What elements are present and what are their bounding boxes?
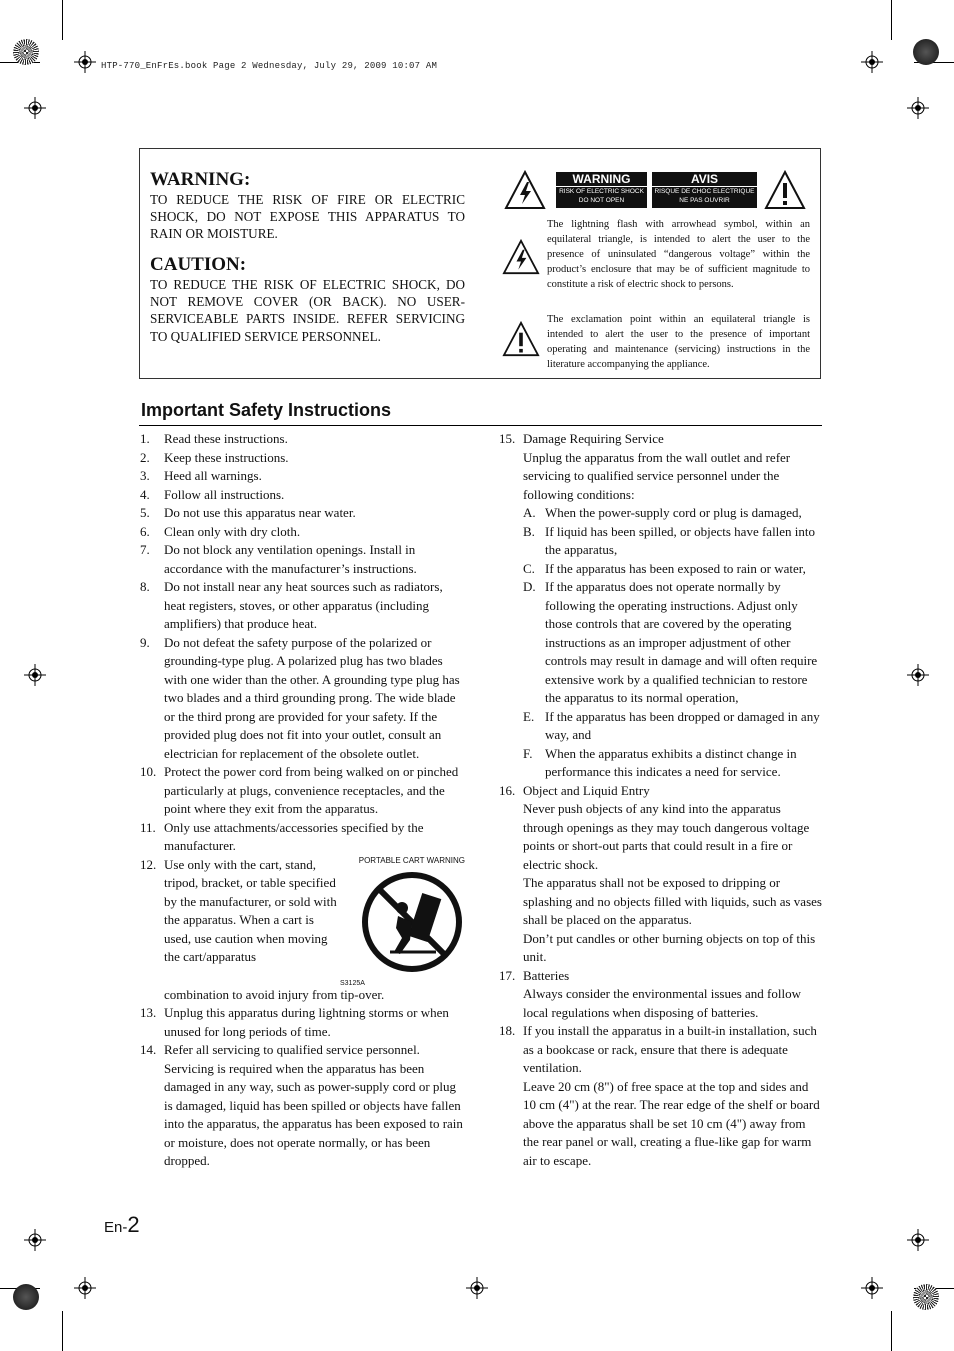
sub-item-letter: D. [523,579,536,594]
item-text: Leave 20 cm (8") of free space at the top and sides and 10 cm (4") at the rear. The rear edge of the shelf or board above the apparatus shall be set 10 cm (4") away from the rear panel or wall, creating a flue-like gap for warm air to escape. [523,1078,820,1168]
sub-item [523,504,822,523]
page-number-value: 2 [127,1212,140,1237]
item-text: Refer all servicing to qualified service personnel. Servicing is required when the apparatus has been damaged in any way, such as power-supply cord or plug is damaged, liquid has been spilled or objects have fallen into the apparatus, the apparatus has been exposed to rain or moisture, does not operate normally, or has been dropped. [164,1042,463,1168]
registration-rosette [13,1284,39,1310]
registration-crosshair [24,97,46,119]
warning-label [556,172,647,208]
registration-crosshair [861,1277,883,1299]
item-number: 15. [499,431,516,446]
item-number: 1. [140,431,150,446]
item-text: Clean only with dry cloth. [164,523,301,539]
left-column [140,430,465,1171]
list-item [499,430,822,782]
item-text: Keep these instructions. [164,449,289,465]
warning-title: WARNING: [150,169,251,190]
item-title: Object and Liquid Entry [523,782,650,798]
sub-item-text: When the apparatus exhibits a distinct change in performance this indicates a need for service. [545,745,797,779]
item-number: 8. [140,579,150,594]
avis-label-line2: NE PAS OUVRIR [679,197,730,204]
avis-label-line1: RISQUE DE CHOC ELECTRIQUE [654,188,755,195]
warning-text: TO REDUCE THE RISK OF FIRE OR ELECTRIC SHOCK, DO NOT EXPOSE THIS APPARATUS TO RAIN OR MOISTURE. [150,192,465,241]
item-number: 4. [140,486,150,502]
list-item [140,1041,465,1171]
sub-item-text: If the apparatus has been dropped or damaged in any way, and [545,708,820,742]
lightning-triangle-icon [502,239,540,275]
item-number: 2. [140,449,150,465]
item-number: 6. [140,523,150,539]
item-number: 3. [140,468,150,483]
warning-section [150,169,465,345]
item-number: 11. [140,819,156,835]
sub-item-text: If the apparatus does not operate normally by following the operating instructions. Adjust only those controls that are covered by the operating instructions as an improper adjustment of other controls may result in damage and will often require extensive work by a qualified technician to restore the apparatus to its normal operation, [545,579,818,705]
registration-crosshair [861,51,883,73]
list-item [140,430,465,449]
sub-item [523,560,822,579]
lightning-triangle-icon [504,170,546,210]
item-number: 17. [499,967,516,983]
tip-over-warning-icon [360,870,464,974]
list-item [140,578,465,634]
warning-label-line2: DO NOT OPEN [578,197,625,204]
item-title: Damage Requiring Service [523,431,664,446]
item-number: 7. [140,542,150,557]
list-item [140,541,465,578]
sub-item-text: If liquid has been spilled, or objects have fallen into the apparatus, [545,523,816,557]
exclamation-symbol-description: The exclamation point within an equilateral triangle is intended to alert the user to the presence of important operating and maintenance (servicing) instructions in the literature accompanying the appliance. [547,314,810,370]
caution-title: CAUTION: [150,254,247,275]
crop-mark [891,1311,892,1351]
crop-mark [891,0,892,40]
item-text: Follow all instructions. [164,486,285,502]
item-text: Protect the power cord from being walked on or pinched particularly at plugs, convenience receptacles, and the point where they exit from the apparatus. [164,764,459,816]
avis-label-title: AVIS [652,172,757,187]
cart-warning-caption: PORTABLE CART WARNING [358,855,465,865]
item-text: If you install the apparatus in a built-in installation, such as a bookcase or rack, ensure that there is adequate ventilation. [523,1023,817,1075]
registration-crosshair [24,664,46,686]
list-item [499,1022,822,1170]
item-number: 10. [140,764,157,779]
registration-crosshair [24,1229,46,1251]
item-text: Only use attachments/accessories specified by the manufacturer. [164,819,424,853]
sub-item-letter: B. [523,523,535,539]
list-item [140,634,465,764]
list-item [140,449,465,468]
list-item [499,967,822,1023]
item-text: Don’t put candles or other burning objects on top of this unit. [523,930,816,964]
list-item [140,856,465,1005]
item-text: Always consider the environmental issues and follow local regulations when disposing of batteries. [523,986,801,1020]
section-divider [139,425,822,426]
sub-item [523,523,822,560]
item-text: Read these instructions. [164,431,288,446]
item-number: 14. [140,1042,157,1057]
book-header: HTP-770_EnFrEs.book Page 2 Wednesday, July 29, 2009 10:07 AM [101,61,438,71]
item-text: Never push objects of any kind into the apparatus through openings as they may touch dangerous voltage points or short-out parts that could result in a fire or electric shock. [523,801,810,872]
registration-crosshair [907,664,929,686]
list-item [140,523,465,542]
registration-rosette [13,39,39,65]
sub-item-letter: E. [523,708,535,724]
item-text: Do not use this apparatus near water. [164,505,356,520]
page-number-prefix: En- [104,1219,128,1236]
item-text: Do not block any ventilation openings. Install in accordance with the manufacturer’s instructions. [164,542,417,576]
exclamation-triangle-icon [764,170,806,210]
right-column [499,430,822,1170]
page-number [104,1212,140,1238]
list-item [140,504,465,523]
item-number: 9. [140,634,150,650]
item-number: 5. [140,505,150,520]
item-text: Do not install near any heat sources such as radiators, heat registers, stoves, or other apparatus (including amplifiers) that produce heat. [164,579,443,631]
item-text: Unplug the apparatus from the wall outlet and refer servicing to qualified service personnel under the following conditions: [523,449,791,502]
warning-box [139,148,821,379]
item-number: 13. [140,1005,157,1020]
caution-text: TO REDUCE THE RISK OF ELECTRIC SHOCK, DO NOT REMOVE COVER (OR BACK). NO USER-SERVICEABLE PARTS INSIDE. REFER SERVICING TO QUALIFIED SERVICE PERSONNEL. [150,277,465,344]
item-number: 12. [140,856,157,872]
item-text-continued: combination to avoid injury from tip-over. [164,986,385,1002]
registration-crosshair [74,51,96,73]
warning-label-line1: RISK OF ELECTRIC SHOCK [559,188,644,195]
cart-warning-figure [340,856,465,986]
item-text: The apparatus shall not be exposed to dripping or splashing and no objects filled with liquids, such as vases shall be placed on the apparatus. [523,875,822,927]
sub-item-letter: F. [523,745,533,761]
list-item [140,763,465,819]
item-text: Use only with the cart, stand, tripod, bracket, or table specified by the manufacturer, or sold with the apparatus. When a cart is used, use caution when moving the cart/apparatus [164,856,337,964]
list-item [140,467,465,486]
sub-item [523,708,822,745]
item-number: 16. [499,782,516,798]
registration-rosette [913,39,939,65]
item-text: Heed all warnings. [164,468,262,483]
cart-warning-code: S3125A [340,980,365,987]
sub-item [523,578,822,708]
list-item [499,782,822,967]
sub-item [523,745,822,782]
warning-label-title: WARNING [556,172,647,187]
item-number: 18. [499,1023,516,1038]
sub-item-letter: C. [523,560,535,576]
exclamation-triangle-icon [502,321,540,357]
registration-rosette [913,1284,939,1310]
list-item [140,819,465,856]
list-item [140,1004,465,1041]
lightning-symbol-description: The lightning flash with arrowhead symbol, within an equilateral triangle, is intended to alert the user to the presence of uninsulated “dangerous voltage” within the product’s enclosure that may be of sufficient magnitude to constitute a risk of electric shock to persons. [547,219,810,290]
registration-crosshair [907,1229,929,1251]
registration-crosshair [74,1277,96,1299]
list-item [140,486,465,505]
section-title: Important Safety Instructions [141,400,392,420]
item-title: Batteries [523,967,570,983]
crop-mark [62,1311,63,1351]
item-text: Unplug this apparatus during lightning storms or when unused for long periods of time. [164,1005,449,1039]
registration-crosshair [466,1277,488,1299]
registration-crosshair [907,97,929,119]
avis-label [652,172,757,208]
item-text: Do not defeat the safety purpose of the polarized or grounding-type plug. A polarized plug has two blades with one wider than the other. A grounding type plug has two blades and a third grounding prong. The wide blade or the third prong are provided for your safety. If the provided plug does not fit into your outlet, consult an electrician for replacement of the obsolete outlet. [164,634,460,761]
crop-mark [62,0,63,40]
sub-item-letter: A. [523,505,536,520]
sub-item-text: If the apparatus has been exposed to rain or water, [545,560,806,576]
sub-item-text: When the power-supply cord or plug is damaged, [545,505,802,520]
